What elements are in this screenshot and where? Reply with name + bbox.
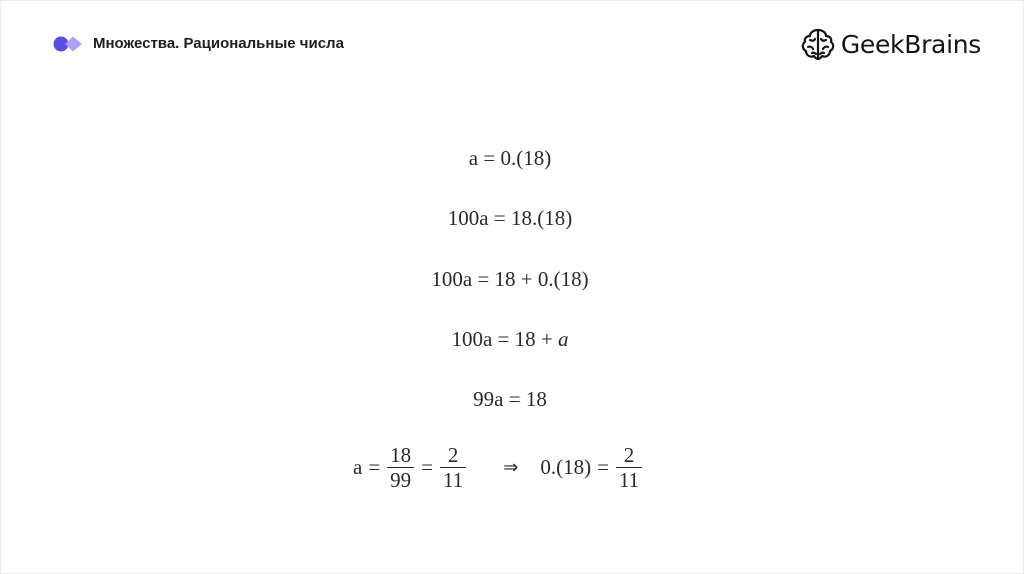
equation-line xyxy=(1,387,1019,412)
equals-sign: = xyxy=(421,455,434,479)
brain-icon xyxy=(799,25,837,63)
equation-line xyxy=(1,327,1019,352)
fraction-numerator: 18 xyxy=(390,443,412,467)
equals-sign: = xyxy=(597,455,609,479)
equation-line xyxy=(1,206,1019,231)
equation-lhs: a xyxy=(353,455,363,479)
equation-text: 100a = 18.(18) xyxy=(447,206,573,230)
fraction xyxy=(440,443,466,492)
fraction-numerator: 2 xyxy=(447,443,459,467)
fraction xyxy=(387,443,414,492)
fraction-denominator: 99 xyxy=(390,468,412,492)
fraction-denominator: 11 xyxy=(443,468,464,492)
logo-text: GeekBrains xyxy=(840,29,981,59)
equation-line xyxy=(1,267,1019,292)
equation-text: a = 0.(18) xyxy=(468,146,552,170)
implies-arrow: ⇒ xyxy=(503,457,519,478)
slide-header xyxy=(51,35,363,55)
geekbrains-logo xyxy=(799,25,981,63)
page-title: Множества. Рациональные числа xyxy=(93,35,344,52)
fraction-numerator: 2 xyxy=(623,443,635,467)
equation-text: 100a = 18 + xyxy=(451,327,558,351)
final-equation xyxy=(353,443,647,492)
equation-rhs-value: 0.(18) xyxy=(540,455,592,479)
fraction-denominator: 11 xyxy=(618,468,640,492)
brand-mark-icon xyxy=(51,35,87,55)
equation-text: 100a = 18 + 0.(18) xyxy=(431,267,589,291)
equation-variable: a xyxy=(558,327,569,351)
equals-sign: = xyxy=(368,455,381,479)
equation-line xyxy=(1,146,1019,171)
equation-text: 99a = 18 xyxy=(473,387,547,411)
fraction xyxy=(616,443,642,492)
